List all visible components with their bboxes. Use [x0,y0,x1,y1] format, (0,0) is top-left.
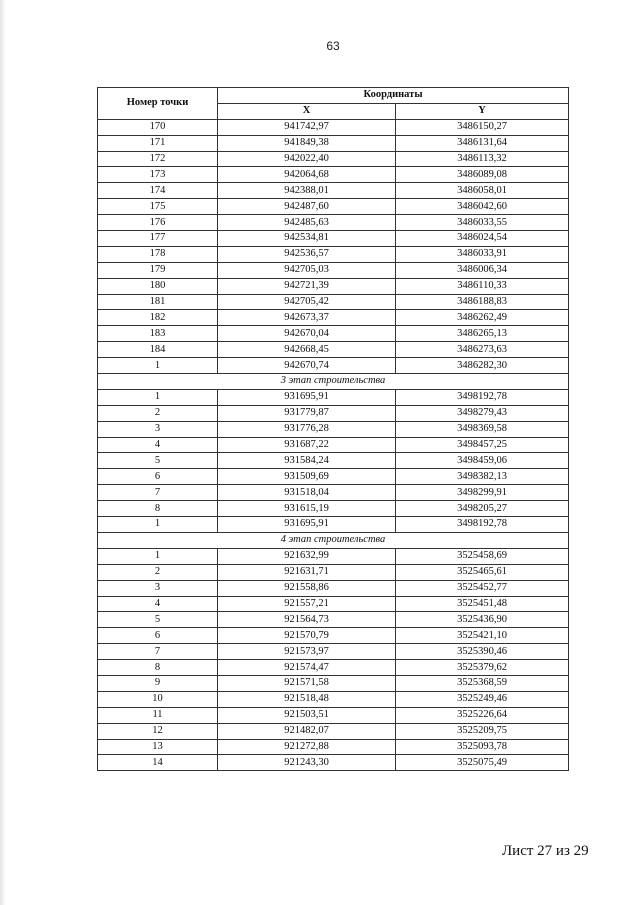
point-number-cell: 172 [98,151,218,167]
table-row [98,421,569,437]
y-coordinate-cell: 3486273,63 [396,342,569,358]
table-row [98,485,569,501]
table-row [98,469,569,485]
y-coordinate-cell: 3486089,08 [396,167,569,183]
x-coordinate-cell: 931687,22 [218,437,396,453]
y-coordinate-cell: 3498192,78 [396,389,569,405]
table-row [98,342,569,358]
table-row [98,691,569,707]
section-row [98,374,569,390]
point-number-cell: 7 [98,485,218,501]
point-number-cell: 170 [98,119,218,135]
sheet-counter: Лист 27 из 29 [502,843,589,859]
x-coordinate-cell: 931695,91 [218,389,396,405]
point-number-cell: 8 [98,501,218,517]
y-coordinate-cell: 3525075,49 [396,755,569,771]
y-coordinate-cell: 3486265,13 [396,326,569,342]
y-coordinate-cell: 3486282,30 [396,358,569,374]
table-row [98,437,569,453]
point-number-cell: 179 [98,262,218,278]
table-row [98,548,569,564]
table-row [98,246,569,262]
y-coordinate-cell: 3486188,83 [396,294,569,310]
point-number-cell: 10 [98,691,218,707]
x-coordinate-cell: 921573,97 [218,644,396,660]
table-row [98,310,569,326]
x-coordinate-cell: 942022,40 [218,151,396,167]
point-number-cell: 2 [98,564,218,580]
point-number-cell: 6 [98,628,218,644]
y-coordinate-cell: 3525249,46 [396,691,569,707]
table-row [98,580,569,596]
x-coordinate-cell: 921570,79 [218,628,396,644]
x-coordinate-cell: 921571,58 [218,675,396,691]
point-number-cell: 6 [98,469,218,485]
header-x: X [218,103,396,119]
table-row [98,262,569,278]
table-row [98,405,569,421]
table-row [98,675,569,691]
y-coordinate-cell: 3525226,64 [396,707,569,723]
point-number-cell: 184 [98,342,218,358]
y-coordinate-cell: 3525379,62 [396,660,569,676]
x-coordinate-cell: 921558,86 [218,580,396,596]
x-coordinate-cell: 942536,57 [218,246,396,262]
table-row [98,167,569,183]
y-coordinate-cell: 3498279,43 [396,405,569,421]
point-number-cell: 1 [98,389,218,405]
y-coordinate-cell: 3525452,77 [396,580,569,596]
y-coordinate-cell: 3498299,91 [396,485,569,501]
table-row [98,612,569,628]
y-coordinate-cell: 3486033,91 [396,246,569,262]
table-row [98,183,569,199]
table-row [98,739,569,755]
y-coordinate-cell: 3486033,55 [396,215,569,231]
x-coordinate-cell: 942673,37 [218,310,396,326]
header-point-number: Номер точки [98,88,218,120]
x-coordinate-cell: 931509,69 [218,469,396,485]
section-row [98,532,569,548]
point-number-cell: 177 [98,231,218,247]
table-row [98,151,569,167]
point-number-cell: 12 [98,723,218,739]
x-coordinate-cell: 942485,63 [218,215,396,231]
x-coordinate-cell: 931584,24 [218,453,396,469]
table-row [98,517,569,533]
table-row [98,755,569,771]
x-coordinate-cell: 921564,73 [218,612,396,628]
y-coordinate-cell: 3498369,58 [396,421,569,437]
x-coordinate-cell: 921632,99 [218,548,396,564]
table-row [98,231,569,247]
table-row [98,453,569,469]
table-row [98,294,569,310]
point-number-cell: 8 [98,660,218,676]
table-row [98,564,569,580]
coordinates-table [97,87,569,771]
point-number-cell: 7 [98,644,218,660]
x-coordinate-cell: 931518,04 [218,485,396,501]
x-coordinate-cell: 931695,91 [218,517,396,533]
point-number-cell: 181 [98,294,218,310]
table-row [98,326,569,342]
x-coordinate-cell: 942487,60 [218,199,396,215]
page-number: 63 [326,39,340,53]
table-header-row [98,88,569,104]
point-number-cell: 5 [98,453,218,469]
x-coordinate-cell: 941849,38 [218,135,396,151]
point-number-cell: 4 [98,437,218,453]
x-coordinate-cell: 921482,07 [218,723,396,739]
y-coordinate-cell: 3498382,13 [396,469,569,485]
x-coordinate-cell: 921631,71 [218,564,396,580]
y-coordinate-cell: 3486042,60 [396,199,569,215]
table-row [98,278,569,294]
x-coordinate-cell: 942668,45 [218,342,396,358]
x-coordinate-cell: 942721,39 [218,278,396,294]
table-row [98,501,569,517]
y-coordinate-cell: 3486058,01 [396,183,569,199]
table-row [98,358,569,374]
x-coordinate-cell: 942064,68 [218,167,396,183]
y-coordinate-cell: 3525093,78 [396,739,569,755]
header-coordinates: Координаты [218,88,569,104]
x-coordinate-cell: 921574,47 [218,660,396,676]
x-coordinate-cell: 942705,42 [218,294,396,310]
x-coordinate-cell: 942670,74 [218,358,396,374]
point-number-cell: 1 [98,517,218,533]
point-number-cell: 14 [98,755,218,771]
point-number-cell: 9 [98,675,218,691]
y-coordinate-cell: 3486113,32 [396,151,569,167]
y-coordinate-cell: 3525465,61 [396,564,569,580]
table-row [98,660,569,676]
point-number-cell: 1 [98,548,218,564]
y-coordinate-cell: 3486131,64 [396,135,569,151]
point-number-cell: 2 [98,405,218,421]
table-row [98,119,569,135]
section-title: 4 этап строительства [98,532,569,548]
table-row [98,628,569,644]
table-row [98,135,569,151]
y-coordinate-cell: 3525368,59 [396,675,569,691]
x-coordinate-cell: 921557,21 [218,596,396,612]
y-coordinate-cell: 3525436,90 [396,612,569,628]
table-row [98,644,569,660]
y-coordinate-cell: 3498205,27 [396,501,569,517]
y-coordinate-cell: 3486150,27 [396,119,569,135]
point-number-cell: 1 [98,358,218,374]
point-number-cell: 175 [98,199,218,215]
y-coordinate-cell: 3525209,75 [396,723,569,739]
table-row [98,596,569,612]
x-coordinate-cell: 931615,19 [218,501,396,517]
point-number-cell: 176 [98,215,218,231]
y-coordinate-cell: 3486262,49 [396,310,569,326]
y-coordinate-cell: 3525451,48 [396,596,569,612]
x-coordinate-cell: 931776,28 [218,421,396,437]
y-coordinate-cell: 3525421,10 [396,628,569,644]
y-coordinate-cell: 3498192,78 [396,517,569,533]
point-number-cell: 5 [98,612,218,628]
x-coordinate-cell: 942534,81 [218,231,396,247]
point-number-cell: 178 [98,246,218,262]
point-number-cell: 173 [98,167,218,183]
x-coordinate-cell: 921272,88 [218,739,396,755]
x-coordinate-cell: 921518,48 [218,691,396,707]
y-coordinate-cell: 3498457,25 [396,437,569,453]
y-coordinate-cell: 3486110,33 [396,278,569,294]
x-coordinate-cell: 942705,03 [218,262,396,278]
point-number-cell: 3 [98,421,218,437]
table-row [98,389,569,405]
point-number-cell: 3 [98,580,218,596]
point-number-cell: 13 [98,739,218,755]
header-y: Y [396,103,569,119]
table-row [98,199,569,215]
x-coordinate-cell: 931779,87 [218,405,396,421]
y-coordinate-cell: 3525390,46 [396,644,569,660]
x-coordinate-cell: 921243,30 [218,755,396,771]
x-coordinate-cell: 942670,04 [218,326,396,342]
point-number-cell: 4 [98,596,218,612]
table-body [98,119,569,771]
y-coordinate-cell: 3486006,34 [396,262,569,278]
section-title: 3 этап строительства [98,374,569,390]
y-coordinate-cell: 3525458,69 [396,548,569,564]
x-coordinate-cell: 921503,51 [218,707,396,723]
point-number-cell: 171 [98,135,218,151]
scan-left-edge [0,0,6,905]
point-number-cell: 182 [98,310,218,326]
table-row [98,723,569,739]
point-number-cell: 183 [98,326,218,342]
point-number-cell: 174 [98,183,218,199]
x-coordinate-cell: 941742,97 [218,119,396,135]
table-row [98,707,569,723]
y-coordinate-cell: 3486024,54 [396,231,569,247]
point-number-cell: 180 [98,278,218,294]
table-row [98,215,569,231]
y-coordinate-cell: 3498459,06 [396,453,569,469]
x-coordinate-cell: 942388,01 [218,183,396,199]
point-number-cell: 11 [98,707,218,723]
